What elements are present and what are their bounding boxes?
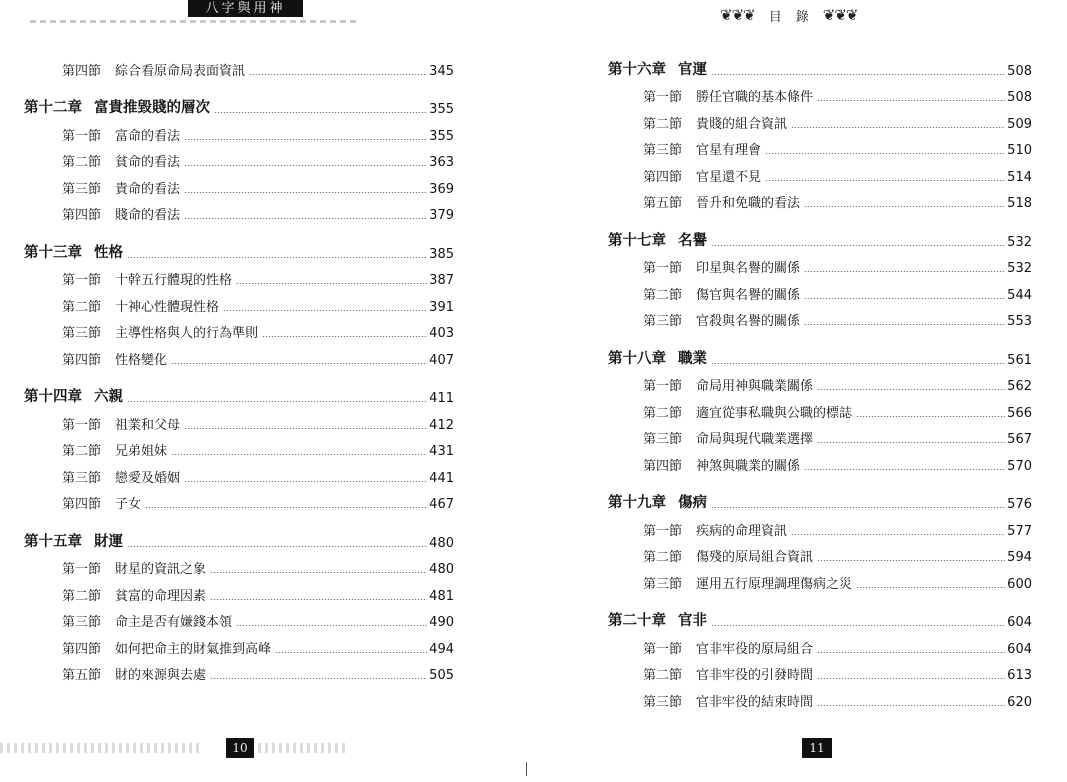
entry-title: 貴命的看法 bbox=[115, 181, 181, 197]
running-head bbox=[720, 5, 857, 25]
entry-title: 晉升和免職的看法 bbox=[696, 196, 801, 211]
toc-section-entry bbox=[0, 262, 520, 289]
dot-leader bbox=[275, 652, 427, 653]
entry-title: 官星有理會 bbox=[696, 143, 762, 158]
entry-page: 481 bbox=[429, 588, 454, 604]
entry-number: 第一節 bbox=[62, 128, 102, 144]
entry-title: 命局用神與職業關係 bbox=[696, 379, 814, 394]
dot-leader bbox=[817, 678, 1005, 679]
entry-page: 532 bbox=[1007, 261, 1032, 276]
toc-section-entry bbox=[0, 341, 520, 368]
entry-page: 505 bbox=[429, 668, 454, 683]
dot-leader bbox=[804, 469, 1005, 470]
entry-title: 傷官與名譽的關係 bbox=[696, 287, 801, 303]
toc-section-entry bbox=[540, 630, 1067, 657]
dot-leader bbox=[791, 127, 1005, 128]
entry-number: 第十八章 bbox=[608, 350, 666, 367]
entry-page: 553 bbox=[1007, 314, 1032, 329]
entry-title: 貧命的看法 bbox=[115, 155, 181, 170]
entry-page: 412 bbox=[429, 417, 454, 433]
entry-number: 第一節 bbox=[62, 273, 102, 288]
entry-title: 勝任官職的基本條件 bbox=[696, 90, 814, 105]
entry-number: 第四節 bbox=[62, 352, 102, 368]
toc-section-entry bbox=[0, 144, 520, 171]
entry-page: 508 bbox=[1007, 90, 1032, 105]
toc-chapter-entry bbox=[0, 380, 520, 407]
entry-page: 431 bbox=[429, 444, 454, 459]
toc-section-entry bbox=[540, 394, 1067, 421]
entry-title: 貴賤的組合資訊 bbox=[696, 116, 788, 132]
entry-title: 神煞與職業的關係 bbox=[696, 458, 801, 474]
toc-section-entry bbox=[540, 368, 1067, 395]
dot-leader bbox=[817, 705, 1005, 706]
dot-leader bbox=[127, 546, 427, 547]
dot-leader bbox=[711, 74, 1005, 75]
toc-section-entry bbox=[540, 132, 1067, 159]
entry-title: 子女 bbox=[115, 497, 142, 512]
entry-number: 第十五章 bbox=[24, 533, 82, 550]
running-head-title: 八字與用神 bbox=[188, 0, 303, 17]
dot-leader bbox=[236, 625, 427, 626]
entry-title: 如何把命主的財氣推到高峰 bbox=[115, 641, 272, 657]
toc-section-entry bbox=[540, 565, 1067, 592]
toc-section-entry bbox=[0, 52, 520, 79]
toc-section-entry bbox=[540, 421, 1067, 448]
dot-leader bbox=[184, 481, 427, 482]
dot-leader bbox=[856, 416, 1005, 417]
entry-number: 第五節 bbox=[643, 196, 683, 211]
toc-chapter-entry bbox=[0, 524, 520, 551]
dot-leader bbox=[171, 454, 427, 455]
toc-section-entry bbox=[0, 117, 520, 144]
dot-leader bbox=[817, 560, 1005, 561]
dot-leader bbox=[817, 652, 1005, 653]
entry-title: 十神心性體現性格 bbox=[115, 299, 220, 315]
scan-smudge bbox=[258, 743, 348, 753]
entry-title: 官非牢役的原局組合 bbox=[696, 641, 814, 657]
gutter-mark bbox=[526, 762, 527, 776]
entry-title: 官星還不見 bbox=[696, 169, 762, 185]
dot-leader bbox=[145, 507, 427, 508]
toc-chapter-entry bbox=[0, 91, 520, 118]
entry-page: 613 bbox=[1007, 668, 1032, 683]
dot-leader bbox=[127, 257, 427, 258]
entry-number: 第四節 bbox=[643, 458, 683, 474]
toc-section-entry bbox=[0, 315, 520, 342]
dot-leader bbox=[184, 139, 427, 140]
entry-number: 第二節 bbox=[643, 668, 683, 683]
entry-page: 594 bbox=[1007, 550, 1032, 565]
toc-section-entry bbox=[540, 303, 1067, 330]
toc-section-entry bbox=[0, 486, 520, 513]
entry-number: 第一節 bbox=[643, 523, 683, 539]
entry-title: 富貴推毀賤的層次 bbox=[94, 100, 210, 116]
entry-page: 620 bbox=[1007, 694, 1032, 710]
ornament-icon: ❦❦❦ bbox=[720, 6, 755, 24]
entry-title: 官非牢役的結束時間 bbox=[696, 694, 814, 710]
dot-leader bbox=[817, 100, 1005, 101]
entry-page: 403 bbox=[429, 326, 454, 341]
toc-section-entry bbox=[540, 539, 1067, 566]
entry-title: 主導性格與人的行為準則 bbox=[115, 326, 259, 341]
entry-page: 562 bbox=[1007, 379, 1032, 394]
entry-page: 363 bbox=[429, 155, 454, 170]
entry-title: 綜合看原命局表面資訊 bbox=[115, 63, 246, 79]
page-number: 10 bbox=[226, 738, 254, 758]
entry-title: 性格變化 bbox=[115, 352, 168, 368]
entry-title: 名譽 bbox=[678, 232, 707, 249]
entry-number: 第三節 bbox=[643, 576, 683, 592]
entry-number: 第四節 bbox=[643, 169, 683, 185]
entry-page: 407 bbox=[429, 352, 454, 368]
entry-title: 兄弟姐妹 bbox=[115, 444, 168, 459]
dot-leader bbox=[249, 74, 427, 75]
entry-number: 第二節 bbox=[62, 299, 102, 315]
entry-page: 570 bbox=[1007, 458, 1032, 474]
toc-section-entry bbox=[0, 551, 520, 578]
dot-leader bbox=[210, 678, 427, 679]
toc-section-entry bbox=[540, 158, 1067, 185]
entry-number: 第十四章 bbox=[24, 389, 82, 405]
entry-number: 第四節 bbox=[62, 641, 102, 657]
entry-page: 355 bbox=[429, 102, 454, 117]
dot-leader bbox=[791, 534, 1005, 535]
entry-page: 369 bbox=[429, 181, 454, 197]
entry-page: 480 bbox=[429, 535, 454, 551]
table-of-contents-left bbox=[0, 52, 520, 683]
toc-section-entry bbox=[0, 459, 520, 486]
left-page bbox=[0, 0, 520, 782]
dot-leader bbox=[711, 245, 1005, 246]
entry-title: 適宜從事私職與公職的標誌 bbox=[696, 405, 853, 421]
entry-number: 第十九章 bbox=[608, 495, 666, 511]
entry-number: 第一節 bbox=[643, 261, 683, 276]
entry-page: 576 bbox=[1007, 497, 1032, 512]
entry-page: 604 bbox=[1007, 641, 1032, 657]
entry-title: 職業 bbox=[678, 350, 707, 367]
entry-page: 544 bbox=[1007, 287, 1032, 303]
entry-page: 387 bbox=[429, 273, 454, 288]
toc-section-entry bbox=[0, 406, 520, 433]
dot-leader bbox=[184, 218, 427, 219]
entry-page: 411 bbox=[429, 391, 454, 406]
entry-number: 第二節 bbox=[62, 444, 102, 459]
entry-page: 577 bbox=[1007, 523, 1032, 539]
dot-leader bbox=[262, 336, 427, 337]
entry-page: 385 bbox=[429, 246, 454, 262]
toc-section-entry bbox=[0, 577, 520, 604]
dot-leader bbox=[223, 310, 427, 311]
toc-section-entry bbox=[0, 433, 520, 460]
right-page bbox=[540, 0, 1067, 782]
dot-leader bbox=[804, 298, 1005, 299]
entry-number: 第二十章 bbox=[608, 613, 666, 629]
entry-page: 532 bbox=[1007, 234, 1032, 250]
toc-section-entry bbox=[0, 170, 520, 197]
entry-page: 567 bbox=[1007, 432, 1032, 447]
header-rule bbox=[30, 20, 360, 23]
toc-section-entry bbox=[540, 250, 1067, 277]
entry-title: 富命的看法 bbox=[115, 128, 181, 144]
entry-page: 566 bbox=[1007, 405, 1032, 421]
entry-title: 疾病的命理資訊 bbox=[696, 523, 788, 539]
entry-title: 十幹五行體現的性格 bbox=[115, 273, 233, 288]
entry-page: 355 bbox=[429, 128, 454, 144]
ornament-icon: ❦❦❦ bbox=[822, 6, 858, 24]
toc-chapter-entry bbox=[540, 341, 1067, 368]
page-number: 11 bbox=[802, 738, 832, 758]
scan-smudge bbox=[0, 743, 200, 753]
entry-title: 財運 bbox=[94, 533, 123, 550]
toc-section-entry bbox=[540, 657, 1067, 684]
entry-number: 第四節 bbox=[62, 497, 102, 512]
entry-title: 官非 bbox=[678, 613, 707, 629]
entry-title: 財的來源與去處 bbox=[115, 668, 207, 683]
entry-title: 官殺與名譽的關係 bbox=[696, 314, 801, 329]
dot-leader bbox=[765, 153, 1005, 154]
entry-title: 戀愛及婚姻 bbox=[115, 470, 181, 486]
toc-section-entry bbox=[0, 630, 520, 657]
entry-page: 561 bbox=[1007, 352, 1032, 368]
entry-page: 345 bbox=[429, 63, 454, 79]
toc-section-entry bbox=[0, 604, 520, 631]
entry-title: 傷殘的原局組合資訊 bbox=[696, 550, 814, 565]
dot-leader bbox=[765, 180, 1005, 181]
toc-chapter-entry bbox=[540, 223, 1067, 250]
entry-page: 600 bbox=[1007, 576, 1032, 592]
entry-page: 391 bbox=[429, 299, 454, 315]
entry-page: 379 bbox=[429, 208, 454, 223]
dot-leader bbox=[804, 271, 1005, 272]
dot-leader bbox=[236, 283, 427, 284]
entry-page: 509 bbox=[1007, 116, 1032, 132]
toc-section-entry bbox=[540, 185, 1067, 212]
entry-title: 命主是否有嫌錢本領 bbox=[115, 615, 233, 630]
dot-leader bbox=[210, 572, 427, 573]
entry-number: 第十六章 bbox=[608, 61, 666, 78]
entry-page: 467 bbox=[429, 497, 454, 512]
entry-number: 第一節 bbox=[62, 562, 102, 577]
entry-number: 第三節 bbox=[643, 143, 683, 158]
entry-number: 第十三章 bbox=[24, 244, 82, 261]
running-head-char: 目 bbox=[768, 9, 782, 25]
entry-title: 祖業和父母 bbox=[115, 417, 181, 433]
entry-number: 第二節 bbox=[643, 116, 683, 132]
dot-leader bbox=[214, 112, 427, 113]
dot-leader bbox=[711, 363, 1005, 364]
dot-leader bbox=[856, 587, 1005, 588]
toc-section-entry bbox=[540, 79, 1067, 106]
entry-title: 官運 bbox=[678, 61, 707, 78]
toc-section-entry bbox=[0, 288, 520, 315]
toc-chapter-entry bbox=[540, 486, 1067, 513]
dot-leader bbox=[210, 599, 427, 600]
dot-leader bbox=[711, 625, 1005, 626]
entry-page: 510 bbox=[1007, 143, 1032, 158]
entry-page: 480 bbox=[429, 562, 454, 577]
entry-page: 518 bbox=[1007, 196, 1032, 211]
dot-leader bbox=[184, 192, 427, 193]
entry-number: 第一節 bbox=[62, 417, 102, 433]
entry-number: 第一節 bbox=[643, 90, 683, 105]
dot-leader bbox=[171, 363, 427, 364]
entry-page: 508 bbox=[1007, 63, 1032, 79]
entry-number: 第二節 bbox=[643, 405, 683, 421]
toc-section-entry bbox=[540, 105, 1067, 132]
toc-chapter-entry bbox=[0, 235, 520, 262]
entry-title: 印星與名譽的關係 bbox=[696, 261, 801, 276]
entry-number: 第十二章 bbox=[24, 100, 82, 116]
toc-section-entry bbox=[0, 657, 520, 684]
entry-number: 第十七章 bbox=[608, 232, 666, 249]
entry-title: 賤命的看法 bbox=[115, 208, 181, 223]
entry-page: 494 bbox=[429, 641, 454, 657]
toc-section-entry bbox=[540, 447, 1067, 474]
toc-section-entry bbox=[540, 276, 1067, 303]
entry-number: 第三節 bbox=[643, 432, 683, 447]
dot-leader bbox=[127, 401, 427, 402]
entry-title: 傷病 bbox=[678, 495, 707, 511]
entry-number: 第二節 bbox=[62, 588, 102, 604]
dot-leader bbox=[184, 428, 427, 429]
dot-leader bbox=[804, 206, 1005, 207]
dot-leader bbox=[711, 507, 1005, 508]
entry-number: 第三節 bbox=[62, 470, 102, 486]
dot-leader bbox=[817, 389, 1005, 390]
toc-section-entry bbox=[540, 683, 1067, 710]
entry-title: 官非牢役的引發時間 bbox=[696, 668, 814, 683]
entry-page: 441 bbox=[429, 470, 454, 486]
entry-number: 第二節 bbox=[643, 287, 683, 303]
entry-number: 第三節 bbox=[62, 181, 102, 197]
entry-title: 財星的資訊之象 bbox=[115, 562, 207, 577]
entry-title: 運用五行原理調理傷病之災 bbox=[696, 576, 853, 592]
entry-number: 第三節 bbox=[62, 615, 102, 630]
toc-chapter-entry bbox=[540, 604, 1067, 631]
entry-number: 第一節 bbox=[643, 641, 683, 657]
entry-number: 第二節 bbox=[62, 155, 102, 170]
entry-number: 第四節 bbox=[62, 208, 102, 223]
entry-title: 性格 bbox=[94, 244, 123, 261]
table-of-contents-right bbox=[540, 52, 1067, 710]
dot-leader bbox=[804, 324, 1005, 325]
entry-number: 第二節 bbox=[643, 550, 683, 565]
entry-page: 490 bbox=[429, 615, 454, 630]
entry-title: 六親 bbox=[94, 389, 123, 405]
entry-number: 第一節 bbox=[643, 379, 683, 394]
entry-number: 第三節 bbox=[643, 694, 683, 710]
toc-section-entry bbox=[0, 197, 520, 224]
toc-chapter-entry bbox=[540, 52, 1067, 79]
entry-title: 命局與現代職業選擇 bbox=[696, 432, 814, 447]
entry-page: 604 bbox=[1007, 615, 1032, 630]
running-head-char: 錄 bbox=[795, 9, 809, 25]
dot-leader bbox=[184, 165, 427, 166]
entry-title: 貧富的命理因素 bbox=[115, 588, 207, 604]
toc-section-entry bbox=[540, 512, 1067, 539]
entry-number: 第四節 bbox=[62, 63, 102, 79]
dot-leader bbox=[817, 442, 1005, 443]
entry-number: 第三節 bbox=[643, 314, 683, 329]
entry-number: 第三節 bbox=[62, 326, 102, 341]
entry-page: 514 bbox=[1007, 169, 1032, 185]
entry-number: 第五節 bbox=[62, 668, 102, 683]
